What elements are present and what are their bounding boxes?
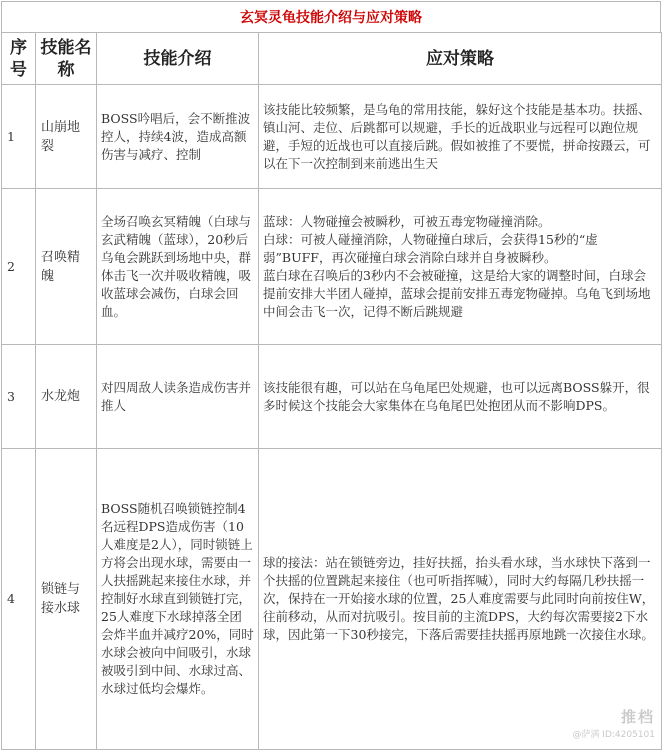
table-row bbox=[2, 345, 662, 449]
row-index: 4 bbox=[2, 449, 36, 750]
table-row bbox=[2, 85, 662, 189]
strategy-line: 球的接法：站在锁链旁边，挂好扶摇，抬头看水球，当水球快下落到一个扶摇的位置跳起来接住（也可听指挥喊），同时大约每隔几秒扶摇一次，保持在一开始接水球的位置，25人难度需要与此同时向前按住W，往前移动，从而对抗吸引。按目前的主流DPS，大约每次需要接2下水球，因此第一下30秒接完，下落后需要挂扶摇再原地跳一次接住水球。 bbox=[263, 555, 655, 642]
strategy-line: 该技能比较频繁，是乌龟的常用技能，躲好这个技能是基本功。扶摇、镇山河、走位、后跳都可以规避，手长的近战职业与远程可以跑位规避，手短的近战也可以直接后跳。假如被推了不要慌，拼命按蹑云，可以在下一次控制到来前逃出生天 bbox=[263, 101, 651, 171]
skill-name: 锁链与接水球 bbox=[36, 449, 97, 750]
table-header-row bbox=[2, 33, 662, 85]
row-index: 2 bbox=[2, 189, 36, 345]
skill-name: 水龙炮 bbox=[36, 345, 97, 449]
skill-intro: 全场召唤玄冥精魄（白球与玄武精魄（蓝球），20秒后乌龟会跳跃到场地中央，群体击飞一次并吸收精魄，吸收蓝球会减伤，白球会回血。 bbox=[97, 189, 259, 345]
skill-strategy bbox=[259, 189, 662, 345]
header-name: 技能名称 bbox=[36, 33, 97, 85]
strategy-line: 该技能很有趣，可以站在乌龟尾巴处规避，也可以远离BOSS躲开，很多时候这个技能会大家集体在乌龟尾巴处抱团从而不影响DPS。 bbox=[263, 379, 650, 413]
table-row bbox=[2, 189, 662, 345]
skill-name: 召唤精魄 bbox=[36, 189, 97, 345]
skill-intro: 对四周敌人读条造成伤害并推人 bbox=[97, 345, 259, 449]
header-index: 序号 bbox=[2, 33, 36, 85]
skill-strategy bbox=[259, 345, 662, 449]
skill-strategy bbox=[259, 449, 662, 750]
strategy-line: 白球：可被人碰撞消除，人物碰撞白球后，会获得15秒的“虚弱”BUFF，再次碰撞白球会消除白球并自身被瞬秒。 bbox=[263, 231, 598, 265]
watermark-id: @萨满 ID:4205101 bbox=[572, 730, 655, 740]
page-title: 玄冥灵龟技能介绍与应对策略 bbox=[1, 1, 661, 33]
watermark bbox=[572, 706, 655, 740]
row-index: 3 bbox=[2, 345, 36, 449]
strategy-line: 蓝白球在召唤后的3秒内不会被碰撞，这是给大家的调整时间，白球会提前安排大半团人碰掉，蓝球会提前安排五毒宠物碰掉。乌龟飞到场地中间会击飞一次，记得不断后跳规避 bbox=[263, 267, 651, 319]
skill-intro: BOSS随机召唤锁链控制4名远程DPS造成伤害（10人难度是2人），同时锁链上方将会出现水球，需要由一人扶摇跳起来接住水球，并控制好水球直到锁链打完，25人难度下水球掉落全团会炸半血并减疗20%，同时水球会被向中间吸引，水球被吸引到中间、水球过高、水球过低均会爆炸。 bbox=[97, 449, 259, 750]
skills-table bbox=[1, 32, 662, 750]
strategy-line: 蓝球：人物碰撞会被瞬秒，可被五毒宠物碰撞消除。 bbox=[263, 213, 551, 229]
watermark-logo: 推档 bbox=[620, 708, 655, 726]
skill-intro: BOSS吟唱后，会不断推波控人，持续4波，造成高额伤害与减疗、控制 bbox=[97, 85, 259, 189]
table-row bbox=[2, 449, 662, 750]
skill-name: 山崩地裂 bbox=[36, 85, 97, 189]
row-index: 1 bbox=[2, 85, 36, 189]
header-intro: 技能介绍 bbox=[97, 33, 259, 85]
skill-strategy bbox=[259, 85, 662, 189]
header-strategy: 应对策略 bbox=[259, 33, 662, 85]
